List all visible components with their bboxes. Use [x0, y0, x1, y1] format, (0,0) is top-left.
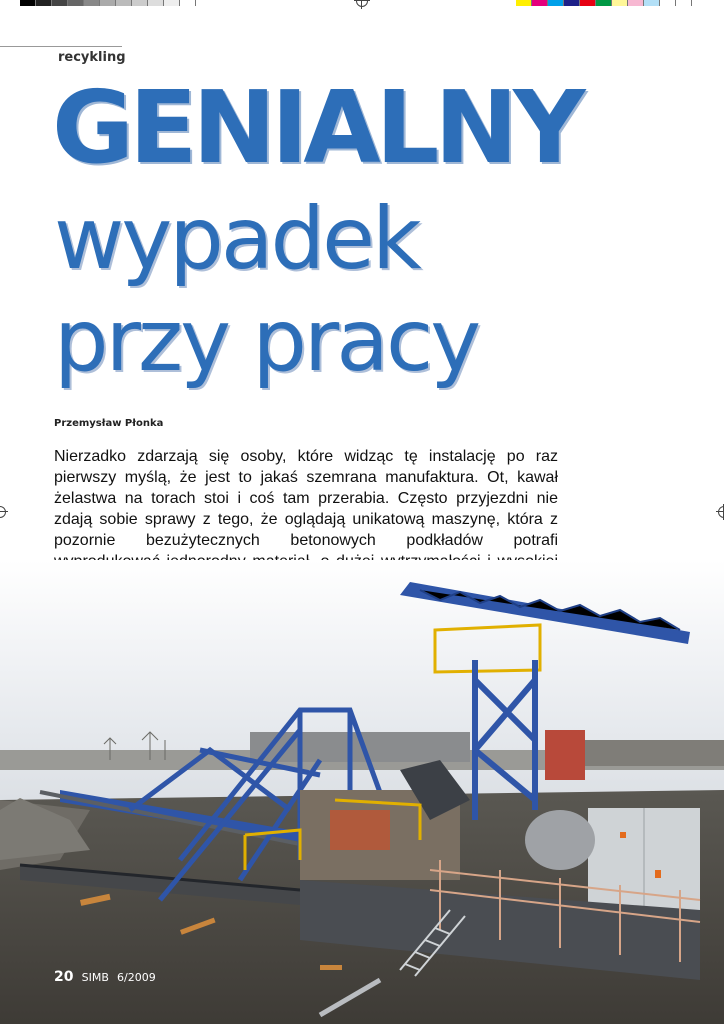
lead-paragraph: Nierzadko zdarzają się osoby, które widząc tę instalację po raz pierwszy myślą, że jest to jakaś szemrana manufaktura. Ot, kawał żelastwa na torach stoi i coś tam przerabia. Często przyjezdni nie zdają sobie sprawy z tego, że oglądają unikatową maszynę, która z pozornie bezużytecznych betonowych podkładów potrafi	[54, 448, 558, 549]
crushing-machine-photo	[0, 560, 724, 1024]
headline-line-2: wypadek	[54, 189, 419, 289]
headline-main: GENIALNY	[52, 69, 581, 186]
author-byline: Przemysław Płonka	[54, 418, 164, 429]
cmyk-color-bar	[516, 0, 692, 6]
grayscale-color-bar	[20, 0, 196, 6]
registration-mark-top	[356, 0, 368, 7]
section-rule	[0, 46, 122, 47]
magazine-name: SIMB	[81, 971, 109, 984]
issue-number: 6/2009	[117, 971, 156, 984]
section-label: recykling	[58, 50, 126, 65]
page-folio	[54, 969, 156, 985]
headline-line-3: przy pracy	[54, 291, 479, 391]
page-number: 20	[54, 969, 74, 985]
registration-mark-right	[718, 506, 724, 518]
registration-mark-left	[0, 506, 6, 518]
